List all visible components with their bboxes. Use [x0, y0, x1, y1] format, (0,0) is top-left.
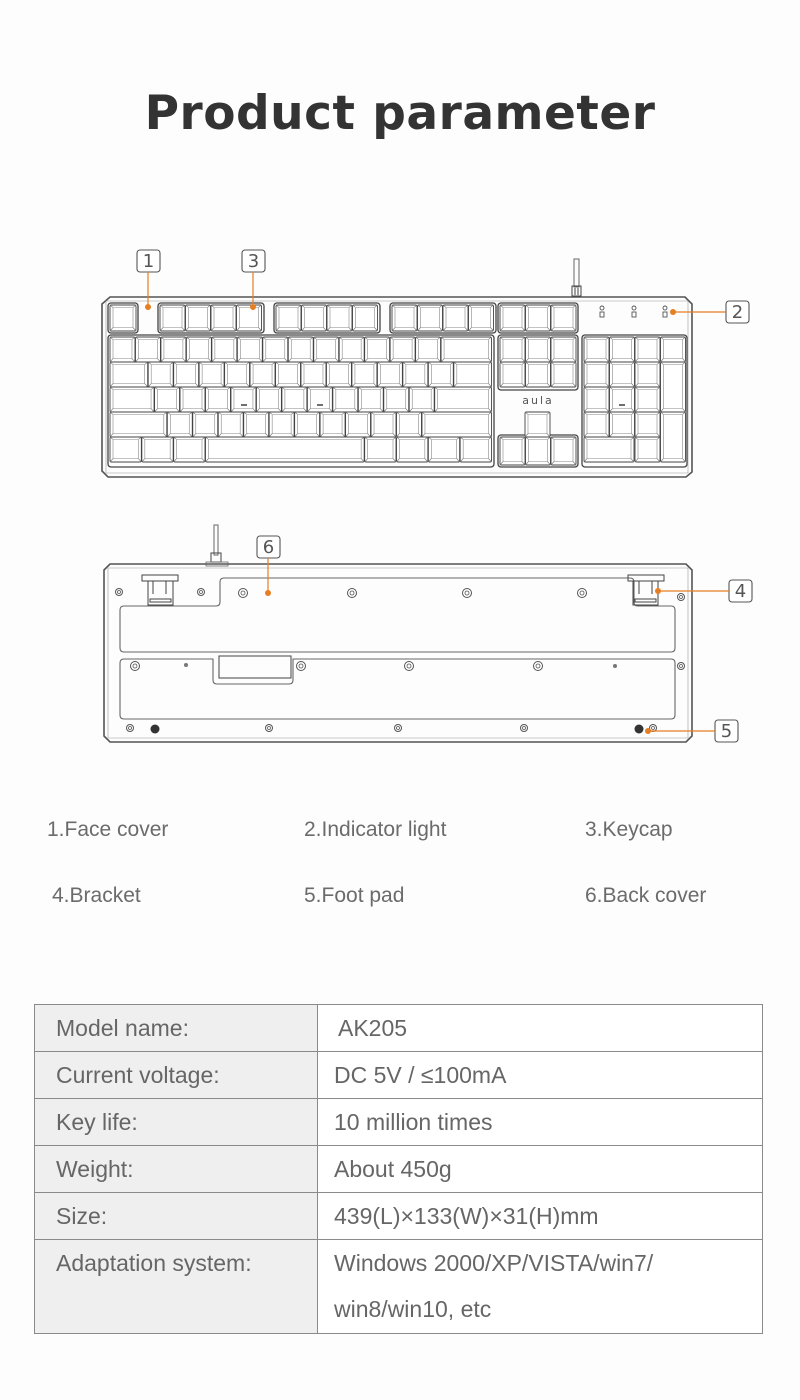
spec-value-text: DC 5V / ≤100mA [334, 1062, 507, 1088]
spec-value [318, 1146, 763, 1193]
spec-label: Key life: [35, 1099, 318, 1146]
legend-item-face-cover: 1.Face cover [47, 818, 169, 841]
spec-value-text: About 450g [334, 1156, 452, 1182]
page-title: Product parameter [144, 86, 656, 141]
spec-value-text: 439(L)×133(W)×31(H)mm [334, 1203, 599, 1229]
foot-pad-icon [151, 725, 160, 734]
svg-text:4: 4 [734, 581, 747, 602]
keyboard-back-illustration [0, 520, 800, 750]
spec-value [318, 1099, 763, 1146]
back-cover-outline [104, 564, 692, 742]
spec-value-text: Windows 2000/XP/VISTA/win7/ [334, 1250, 654, 1276]
legend-item-keycap: 3.Keycap [585, 818, 673, 841]
table-row [35, 1193, 763, 1240]
spec-value-text: 10 million times [334, 1109, 493, 1135]
indicator-lights [600, 306, 667, 317]
table-row [35, 1005, 763, 1052]
spec-label: Adaptation system: [35, 1240, 318, 1334]
spec-label: Current voltage: [35, 1052, 318, 1099]
usb-cable-icon [206, 525, 228, 566]
svg-text:3: 3 [247, 251, 260, 272]
spec-value-text: AK205 [338, 1015, 408, 1041]
spec-label: Weight: [35, 1146, 318, 1193]
spec-value [318, 1193, 763, 1240]
spec-value [318, 1240, 763, 1334]
legend-item-back-cover: 6.Back cover [585, 884, 707, 907]
lower-back-panel [120, 659, 675, 719]
spec-value [318, 1005, 763, 1052]
svg-text:6: 6 [262, 537, 275, 558]
legend-item-indicator-light: 2.Indicator light [304, 818, 447, 841]
legend-item-bracket: 4.Bracket [52, 884, 141, 907]
table-row [35, 1052, 763, 1099]
spec-label: Size: [35, 1193, 318, 1240]
legend-item-foot-pad: 5.Foot pad [304, 884, 405, 907]
usb-cable-icon [572, 259, 581, 296]
spec-value-text: win8/win10, etc [334, 1296, 492, 1322]
keyboard-back-view-diagram [0, 520, 800, 750]
callout-back-cover [257, 536, 280, 596]
foot-pad-icon [635, 725, 644, 734]
keyboard-front-view-diagram [0, 240, 800, 490]
spec-table [34, 1004, 763, 1334]
callout-indicator-light [670, 301, 749, 323]
spec-value [318, 1052, 763, 1099]
spec-label: Model name: [35, 1005, 318, 1052]
svg-text:5: 5 [720, 721, 733, 742]
svg-text:1: 1 [142, 251, 155, 272]
table-row [35, 1099, 763, 1146]
keycap-layout [108, 303, 687, 467]
table-row [35, 1146, 763, 1193]
label-plate [219, 656, 291, 678]
svg-text:2: 2 [731, 302, 744, 323]
brand-logo: aula [522, 394, 554, 407]
parts-legend [0, 812, 800, 922]
callout-bracket [655, 580, 752, 602]
keyboard-front-illustration [0, 240, 800, 490]
table-row [35, 1240, 763, 1334]
